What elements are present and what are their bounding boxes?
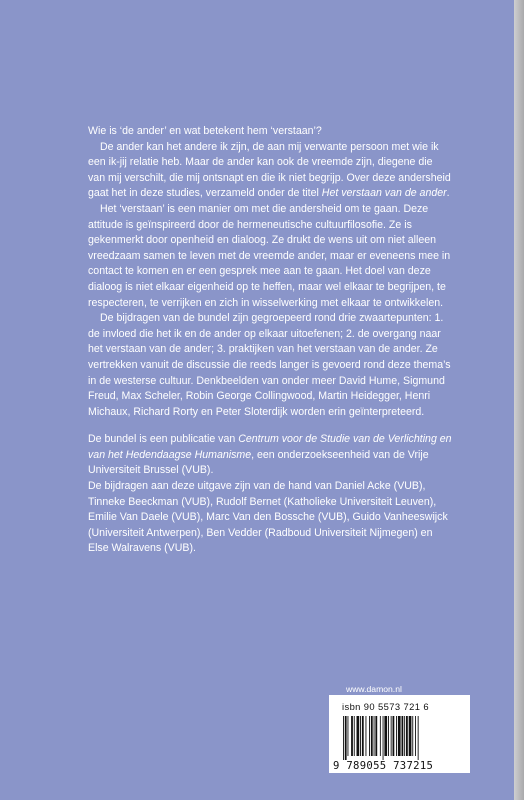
- blurb-question: Wie is ‘de ander’ en wat betekent hem ‘verstaan’?: [88, 125, 322, 137]
- paragraph-gap: [88, 420, 452, 432]
- barcode-bar: [396, 716, 397, 756]
- blurb-paragraph-ander: De ander kan het andere ik zijn, de aan mij verwante persoon met wie ik een ik-jij relatie heb. Maar de ander kan ook de vreemde zijn, diegene die van mij verschilt, die mij ontsnapt en die ik niet begrijp. Over deze andersheid gaat het in deze studies, verzameld onder de titel Het verstaan van de ander.: [88, 140, 451, 200]
- barcode-bar: [360, 716, 361, 756]
- barcode-bar: [343, 716, 344, 760]
- barcode-bar: [345, 716, 347, 760]
- barcode-bar: [383, 716, 384, 760]
- barcode-bar: [418, 716, 419, 760]
- barcode-bar: [384, 716, 387, 756]
- publisher-website: www.damon.nl: [346, 684, 402, 694]
- barcode-bar: [402, 716, 404, 756]
- barcode-bar: [412, 716, 413, 756]
- barcode-bar: [409, 716, 412, 756]
- blurb-paragraph-bijdragen: De bijdragen van de bundel zijn gegroepeerd rond drie zwaartepunten: 1. de invloed die het ik en de ander op elkaar uitoefenen; 2. de overgang naar het verstaan van de ander; 3. praktijken van het verstaan van de ander. Ze vertrekken vanuit de discussie die reeds langer is gevoerd rond deze thema’s in de westerse cultuur. Denkbeelden van onder meer David Hume, Sigmund Freud, Max Scheler, Robin George Collingwood, Martin Heidegger, Henri Michaux, Richard Rorty en Peter Sloterdijk worden erin geïnterpreteerd.: [88, 312, 451, 418]
- barcode-bar: [371, 716, 373, 756]
- barcode-bar: [354, 716, 355, 756]
- barcode-bar: [398, 716, 401, 756]
- blurb-text: [88, 124, 452, 557]
- barcode-bar: [406, 716, 408, 756]
- barcode-number: 9 789055 737215: [333, 760, 434, 772]
- barcode-icon: [343, 716, 461, 760]
- blurb-paragraph-verstaan: Het ‘verstaan’ is een manier om met die andersheid om te gaan. Deze attitude is geïnspireerd door de hermeneutische cultuurfilosofie. Ze is gekenmerkt door openheid en dialoog. Ze drukt de wens uit om niet alleen vreedzaam samen te leven met de vreemde ander, maar er eveneens mee in contact te komen en er een gesprek mee aan te gaan. Het doel van deze dialoog is niet elkaar eigenheid op te heffen, maar wel elkaar te begrijpen, te respecteren, te verrijken en zich in wisselwerking met elkaar te ontwikkelen.: [88, 202, 451, 309]
- barcode-box: [329, 695, 470, 773]
- barcode-bar: [362, 716, 364, 756]
- page-edge: [514, 0, 524, 800]
- barcode-bar: [388, 716, 389, 756]
- barcode-bar: [374, 716, 375, 756]
- blurb-paragraph-auteurs: De bijdragen aan deze uitgave zijn van de hand van Daniel Acke (VUB), Tinneke Beeckman (VUB), Rudolf Bernet (Katholieke Universiteit Leuven), Emilie Van Daele (VUB), Marc Van den Bossche (VUB), Guido Vanheeswijck (Universiteit Antwerpen), Ben Vedder (Radboud Universiteit Nijmegen) en Else Walravens (VUB).: [88, 480, 448, 555]
- barcode-bar: [366, 716, 367, 756]
- barcode-bar: [369, 716, 370, 756]
- barcode-bar: [415, 716, 416, 756]
- barcode-bar: [393, 716, 395, 756]
- barcode-bar: [375, 716, 377, 756]
- isbn-label: isbn 90 5573 721 6: [342, 701, 429, 712]
- blurb-paragraph-publicatie: De bundel is een publicatie van Centrum voor de Studie van de Verlichting en van het Hedendaagse Humanisme, een onderzoekseenheid van de Vrije Universiteit Brussel (VUB).: [88, 433, 452, 477]
- barcode-bar: [357, 716, 360, 756]
- barcode-bar: [391, 716, 392, 756]
- barcode-bar: [348, 716, 349, 756]
- barcode-bar: [380, 716, 381, 756]
- barcode-bar: [351, 716, 353, 756]
- barcode-bar: [404, 716, 405, 756]
